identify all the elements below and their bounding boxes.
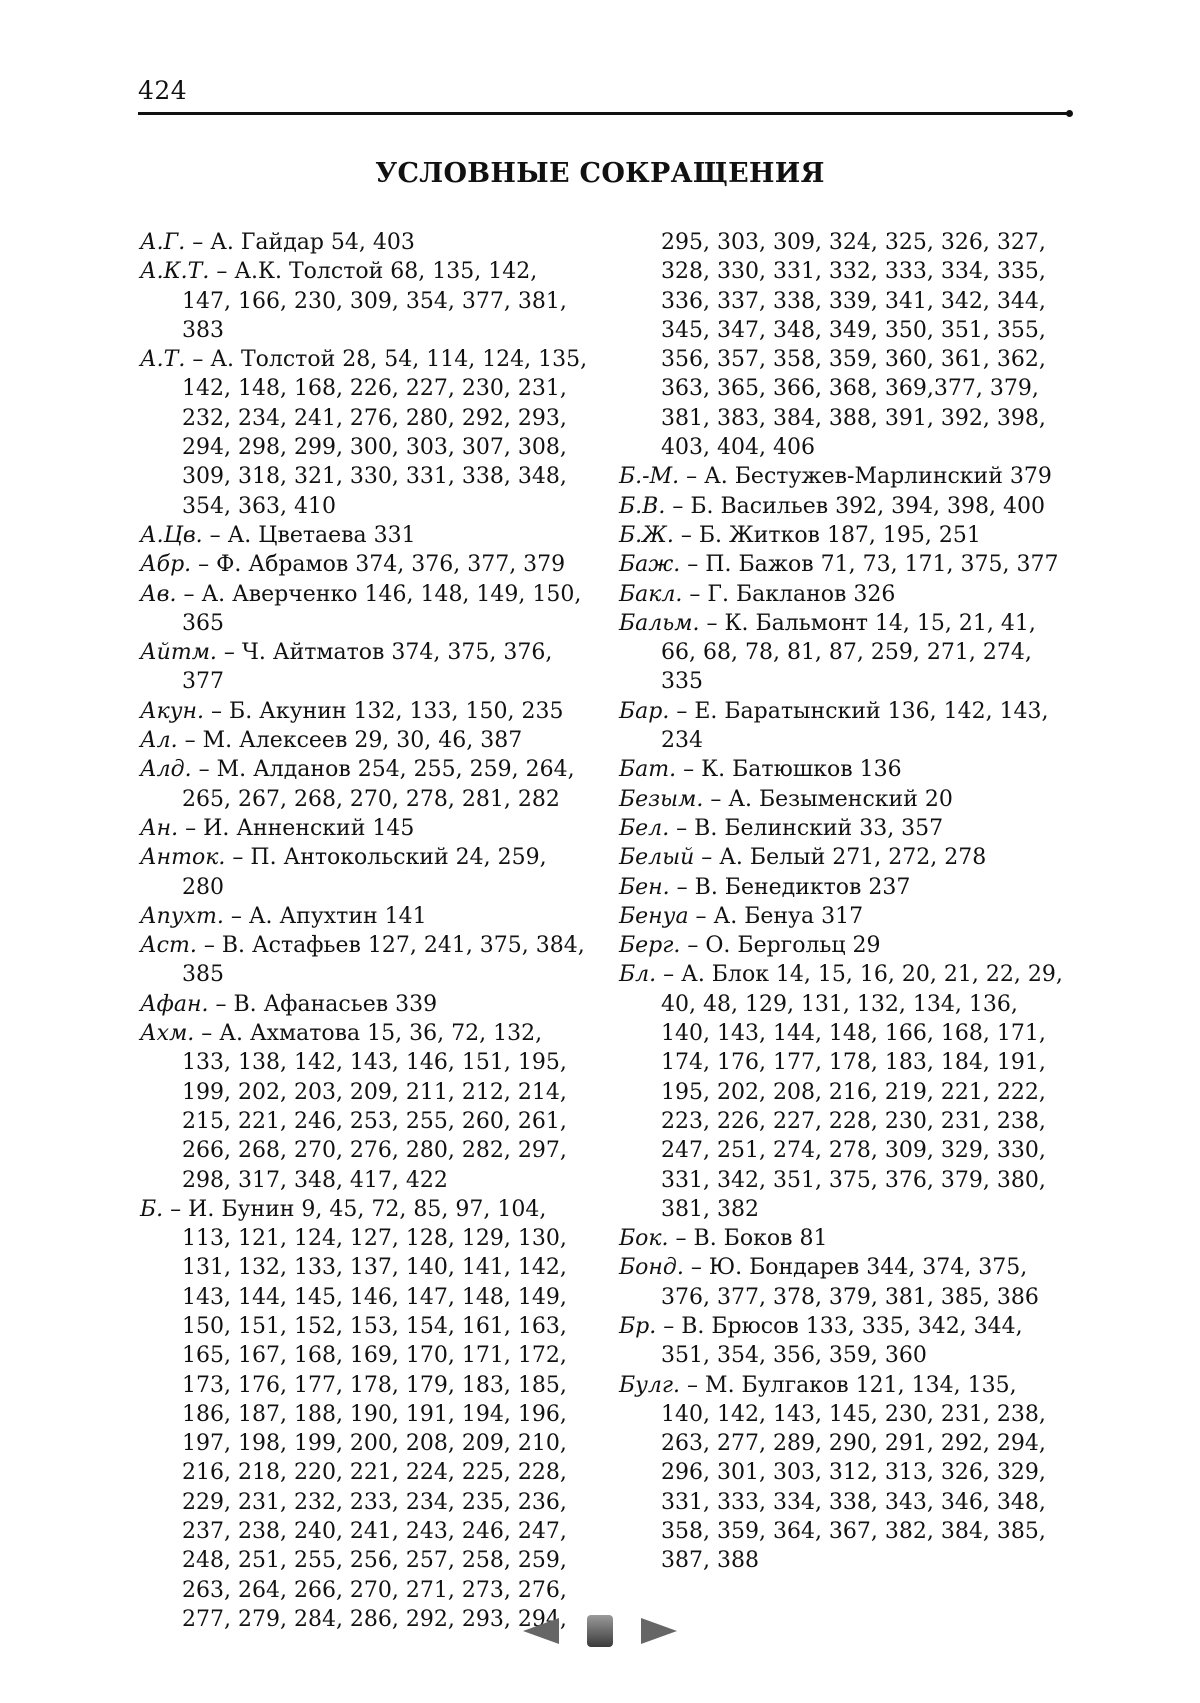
index-entry	[619, 228, 1069, 462]
entry-abbreviation: Б.	[140, 1196, 164, 1222]
entry-author-pages: – М. Алексеев 29, 30, 46, 387	[177, 728, 523, 754]
entry-abbreviation: Айтм.	[140, 640, 217, 666]
entry-abbreviation: Б.В.	[619, 493, 666, 519]
entry-abbreviation: Акун.	[140, 698, 205, 724]
index-entry	[619, 1224, 1069, 1253]
entry-author-pages: 295, 303, 309, 324, 325, 326, 327, 328, 330, 331, 332, 333, 334, 335, 336, 337, 338, 339, 341, 342, 344, 345, 347, 348, 349, 350, 351, 355, 356, 357, 358, 359, 360, 361, 362, 363, 365, 366, 368, 369,377, 379, 381, 383, 384, 388, 391, 392, 398, 403, 404, 406	[661, 230, 1046, 461]
entry-abbreviation: Берг.	[619, 933, 681, 959]
entry-abbreviation: Бок.	[619, 1226, 669, 1252]
index-entry	[140, 257, 590, 345]
index-entry	[140, 990, 590, 1019]
entry-author-pages: – А. Бестужев-Марлинский 379	[679, 464, 1052, 490]
index-entry	[619, 814, 1069, 843]
entry-author-pages: – В. Боков 81	[668, 1226, 828, 1252]
previous-page-arrow-icon[interactable]	[523, 1618, 559, 1644]
entry-author-pages: – В. Белинский 33, 357	[669, 815, 944, 841]
index-entry	[140, 345, 590, 521]
entry-author-pages: – А. Цветаева 331	[202, 522, 416, 548]
entry-abbreviation: Белый	[619, 845, 695, 871]
index-entry	[140, 550, 590, 579]
entry-author-pages: – Б. Житков 187, 195, 251	[673, 522, 981, 548]
entry-abbreviation: А.Г.	[140, 230, 186, 255]
entry-author-pages: – А. Бенуа 317	[688, 903, 864, 929]
entry-author-pages: – В. Афанасьев 339	[208, 991, 438, 1017]
entry-author-pages: – И. Бунин 9, 45, 72, 85, 97, 104, 113, 121, 124, 127, 128, 129, 130, 131, 132, 133, 137, 140, 141, 142, 143, 144, 145, 146, 147, 148, 149, 150, 151, 152, 153, 154, 161, 163, 165, 167, 168, 169, 170, 171, 172, 173, 176, 177, 178, 179, 183, 185, 186, 187, 188, 190, 191, 194, 196, 197, 198, 199, 200, 208, 209, 210, 216, 218, 220, 221, 224, 225, 228, 229, 231, 232, 233, 234, 235, 236, 237, 238, 240, 241, 243, 246, 247, 248, 251, 255, 256, 257, 258, 259, 263, 264, 266, 270, 271, 273, 276, 277, 279, 284, 286, 292, 293, 294,	[163, 1196, 567, 1632]
entry-author-pages: – Б. Васильев 392, 394, 398, 400	[665, 493, 1046, 519]
entry-abbreviation: Анток.	[140, 845, 226, 871]
index-entry	[140, 638, 590, 697]
page-number: 424	[138, 76, 188, 105]
entry-author-pages: – К. Батюшков 136	[676, 757, 902, 783]
index-entry	[619, 960, 1069, 1224]
index-entry	[140, 1195, 590, 1634]
index-entry	[619, 609, 1069, 697]
index-entry	[619, 931, 1069, 960]
entry-author-pages: – В. Брюсов 133, 335, 342, 344, 351, 354, 356, 359, 360	[656, 1313, 1023, 1369]
entry-abbreviation: Бен.	[619, 874, 670, 900]
left-column	[140, 228, 590, 1634]
index-entry	[619, 755, 1069, 784]
index-entry	[619, 550, 1069, 579]
index-entry	[619, 843, 1069, 872]
entry-author-pages: – А. Блок 14, 15, 16, 20, 21, 22, 29, 40, 48, 129, 131, 132, 134, 136, 140, 143, 144, 148, 166, 168, 171, 174, 176, 177, 178, 183, 184, 191, 195, 202, 208, 216, 219, 221, 222, 223, 226, 227, 228, 230, 231, 238, 247, 251, 274, 278, 309, 329, 330, 331, 342, 351, 375, 376, 379, 380, 381, 382	[656, 962, 1063, 1222]
entry-author-pages: – О. Бергольц 29	[680, 933, 881, 959]
entry-abbreviation: Бенуа	[619, 903, 689, 929]
entry-author-pages: – А.К. Толстой 68, 135, 142, 147, 166, 230, 309, 354, 377, 381, 383	[182, 259, 567, 343]
index-entry	[619, 580, 1069, 609]
entry-abbreviation: Бел.	[619, 815, 670, 841]
index-entry	[619, 492, 1069, 521]
entry-author-pages: – Ч. Айтматов 374, 375, 376, 377	[182, 640, 553, 695]
index-entry	[619, 902, 1069, 931]
index-entry	[619, 1371, 1069, 1576]
entry-author-pages: – Г. Бакланов 326	[682, 581, 896, 607]
index-entry	[619, 462, 1069, 491]
right-column	[619, 228, 1069, 1576]
entry-abbreviation: Алд.	[140, 757, 192, 783]
page-navigation	[523, 1613, 683, 1653]
entry-author-pages: – И. Анненский 145	[178, 815, 415, 841]
entry-author-pages: – П. Бажов 71, 73, 171, 375, 377	[680, 552, 1059, 578]
entry-abbreviation: А.К.Т.	[140, 259, 210, 285]
entry-abbreviation: Бат.	[619, 757, 677, 783]
index-entry	[140, 580, 590, 639]
entry-author-pages: – К. Бальмонт 14, 15, 21, 41, 66, 68, 78, 81, 87, 259, 271, 274, 335	[661, 610, 1036, 695]
entry-author-pages: – А. Белый 271, 272, 278	[694, 845, 987, 871]
entry-author-pages: – А. Апухтин 141	[223, 903, 427, 929]
entry-author-pages: – Ю. Бондарев 344, 374, 375, 376, 377, 378, 379, 381, 385, 386	[661, 1255, 1039, 1310]
entry-abbreviation: Бакл.	[619, 581, 683, 607]
entry-author-pages: – Ф. Абрамов 374, 376, 377, 379	[191, 552, 566, 578]
entry-author-pages: – А. Ахматова 15, 36, 72, 132, 133, 138, 142, 143, 146, 151, 195, 199, 202, 203, 209, 211, 212, 214, 215, 221, 246, 253, 255, 260, 261, 266, 268, 270, 276, 280, 282, 297, 298, 317, 348, 417, 422	[182, 1021, 567, 1193]
entry-author-pages: – А. Аверченко 146, 148, 149, 150, 365	[176, 581, 582, 636]
index-entry	[140, 931, 590, 990]
entry-author-pages: – В. Астафьев 127, 241, 375, 384, 385	[182, 933, 585, 988]
entry-author-pages: – А. Безыменский 20	[703, 786, 953, 812]
entry-author-pages: – Е. Баратынский 136, 142, 143, 234	[661, 698, 1049, 754]
page-title: УСЛОВНЫЕ СОКРАЩЕНИЯ	[375, 158, 825, 189]
header-rule	[138, 112, 1070, 115]
index-entry	[140, 726, 590, 755]
entry-author-pages: – Б. Акунин 132, 133, 150, 235	[204, 698, 564, 724]
index-entry	[619, 1312, 1069, 1371]
entry-abbreviation: Булг.	[619, 1372, 681, 1398]
entry-author-pages: – М. Алданов 254, 255, 259, 264, 265, 267, 268, 270, 278, 281, 282	[182, 757, 575, 812]
entry-author-pages: – В. Бенедиктов 237	[669, 874, 911, 900]
entry-author-pages: – П. Антокольский 24, 259, 280	[182, 845, 547, 900]
entry-abbreviation: Ал.	[140, 728, 178, 754]
entry-abbreviation: Ахм.	[140, 1021, 195, 1047]
entry-abbreviation: Б.Ж.	[619, 522, 674, 548]
entry-abbreviation: Бонд.	[619, 1255, 684, 1281]
index-entry	[140, 697, 590, 726]
index-entry	[140, 814, 590, 843]
index-entry	[140, 843, 590, 902]
entry-abbreviation: Аст.	[140, 933, 197, 959]
entry-abbreviation: Бл.	[619, 962, 657, 988]
index-entry	[619, 785, 1069, 814]
entry-abbreviation: Абр.	[140, 552, 192, 578]
entry-abbreviation: Бар.	[619, 698, 670, 724]
entry-abbreviation: Ан.	[140, 815, 179, 841]
entry-abbreviation: Афан.	[140, 991, 209, 1017]
entry-abbreviation: Бр.	[619, 1313, 657, 1339]
index-entry	[140, 521, 590, 550]
entry-abbreviation: А.Цв.	[140, 522, 203, 548]
entry-abbreviation: Безым.	[619, 786, 704, 812]
index-entry	[140, 755, 590, 814]
index-entry	[140, 228, 590, 257]
index-entry	[619, 873, 1069, 902]
entry-author-pages: – А. Гайдар 54, 403	[185, 230, 415, 255]
next-page-arrow-icon[interactable]	[641, 1618, 677, 1644]
index-entry	[619, 521, 1069, 550]
entry-abbreviation: А.Т.	[140, 347, 186, 373]
entry-abbreviation: Бальм.	[619, 610, 700, 636]
entry-abbreviation: Апухт.	[140, 903, 224, 929]
entry-abbreviation: Б.-М.	[619, 464, 680, 490]
index-entry	[140, 1019, 590, 1195]
entry-author-pages: – А. Толстой 28, 54, 114, 124, 135, 142, 148, 168, 226, 227, 230, 231, 232, 234, 241, 276, 280, 292, 293, 294, 298, 299, 300, 303, 307, 308, 309, 318, 321, 330, 331, 338, 348, 354, 363, 410	[182, 347, 588, 519]
entry-abbreviation: Ав.	[140, 581, 177, 607]
header-rule-dot	[1066, 110, 1073, 117]
entry-abbreviation: Баж.	[619, 552, 681, 578]
contents-button-icon[interactable]	[587, 1615, 613, 1647]
entry-author-pages: – М. Булгаков 121, 134, 135, 140, 142, 143, 145, 230, 231, 238, 263, 277, 289, 290, 291, 292, 294, 296, 301, 303, 312, 313, 326, 329, 331, 333, 334, 338, 343, 346, 348, 358, 359, 364, 367, 382, 384, 385, 387, 388	[661, 1372, 1046, 1574]
index-entry	[140, 902, 590, 931]
index-entry	[619, 1253, 1069, 1312]
index-entry	[619, 697, 1069, 756]
